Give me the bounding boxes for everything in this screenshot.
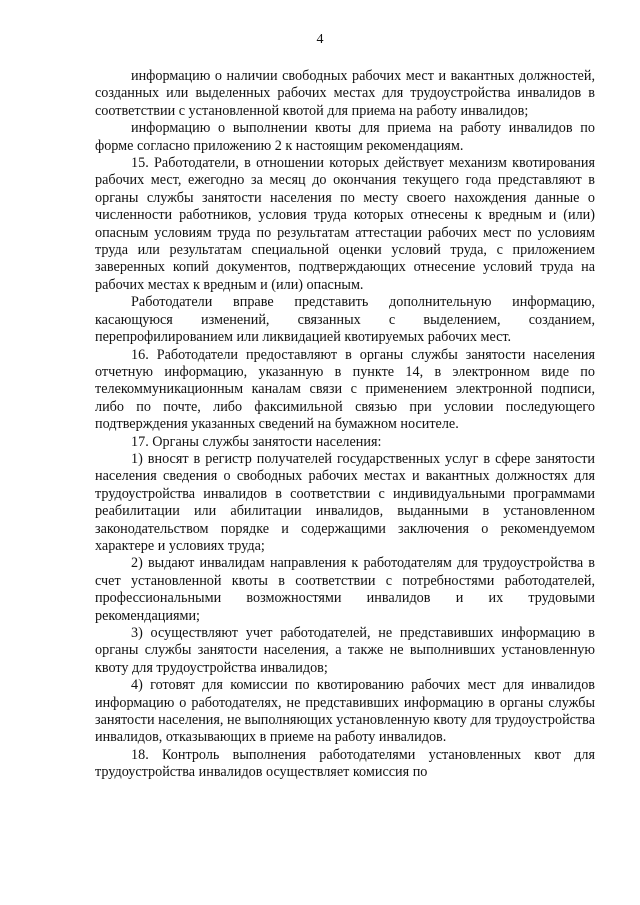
paragraph-additional-info: Работодатели вправе представить дополнительную информацию, касающуюся изменений, связанных с выделением, созданием, перепрофилированием или ликвидацией квотируемых рабочих мест. [95,294,595,346]
paragraph-item-17-2: 2) выдают инвалидам направления к работодателям для трудоустройства в счет установленной квоты в соответствии с потребностями работодателей, профессиональными возможностями инвалидов и их трудовыми рекомендациями; [95,555,595,624]
paragraph-item-17-4: 4) готовят для комиссии по квотированию рабочих мест для инвалидов информацию о работодателях, не представивших информацию в органы службы занятости населения, не выполняющих установленную квоту для трудоустройства инвалидов, отказывающих в приеме на работу инвалидов. [95,677,595,746]
document-body [95,68,595,782]
paragraph-item-16: 16. Работодатели предоставляют в органы службы занятости населения отчетную информацию, указанную в пункте 14, в электронном виде по телекоммуникационным каналам связи с применением электронной подписи, либо по почте, либо факсимильной связью при условии последующего подтверждения указанных сведений на бумажном носителе. [95,346,595,433]
paragraph-quota-fulfillment-info: информацию о выполнении квоты для приема на работу инвалидов по форме согласно приложению 2 к настоящим рекомендациям. [95,120,595,154]
page-number: 4 [316,32,324,47]
paragraph-item-17: 17. Органы службы занятости населения: [131,433,382,450]
paragraph-item-17-1: 1) вносят в регистр получателей государственных услуг в сфере занятости населения сведения о свободных рабочих местах и вакантных должностях для трудоустройства инвалидов в соответствии с индивидуальными программами реабилитации или абилитации инвалидов, выданными в установленном законодательством порядке и содержащими заключения о рекомендуемом характере и условиях труда; [95,450,595,554]
paragraph-item-15: 15. Работодатели, в отношении которых действует механизм квотирования рабочих мест, ежегодно за месяц до окончания текущего года представляют в органы службы занятости населения по месту своего нахождения данные о численности работников, условия труда которых отнесены к вредным и (или) опасным условиям труда по результатам аттестации рабочих мест по условиям труда или результатам специальной оценки условий труда, с приложением заверенных копий документов, подтверждающих отнесение условий труда на рабочих местах к вредным и (или) опасным. [95,155,595,293]
paragraph-vacancies-info: информацию о наличии свободных рабочих мест и вакантных должностей, созданных или выделенных рабочих местах для трудоустройства инвалидов в соответствии с установленной квотой для приема на работу инвалидов; [95,68,595,119]
paragraph-item-17-3: 3) осуществляют учет работодателей, не представивших информацию в органы службы занятости населения, а также не выполнивших установленную квоту для трудоустройства инвалидов; [95,625,595,676]
paragraph-item-18: 18. Контроль выполнения работодателями установленных квот для трудоустройства инвалидов осуществляет комиссия по [95,746,595,781]
